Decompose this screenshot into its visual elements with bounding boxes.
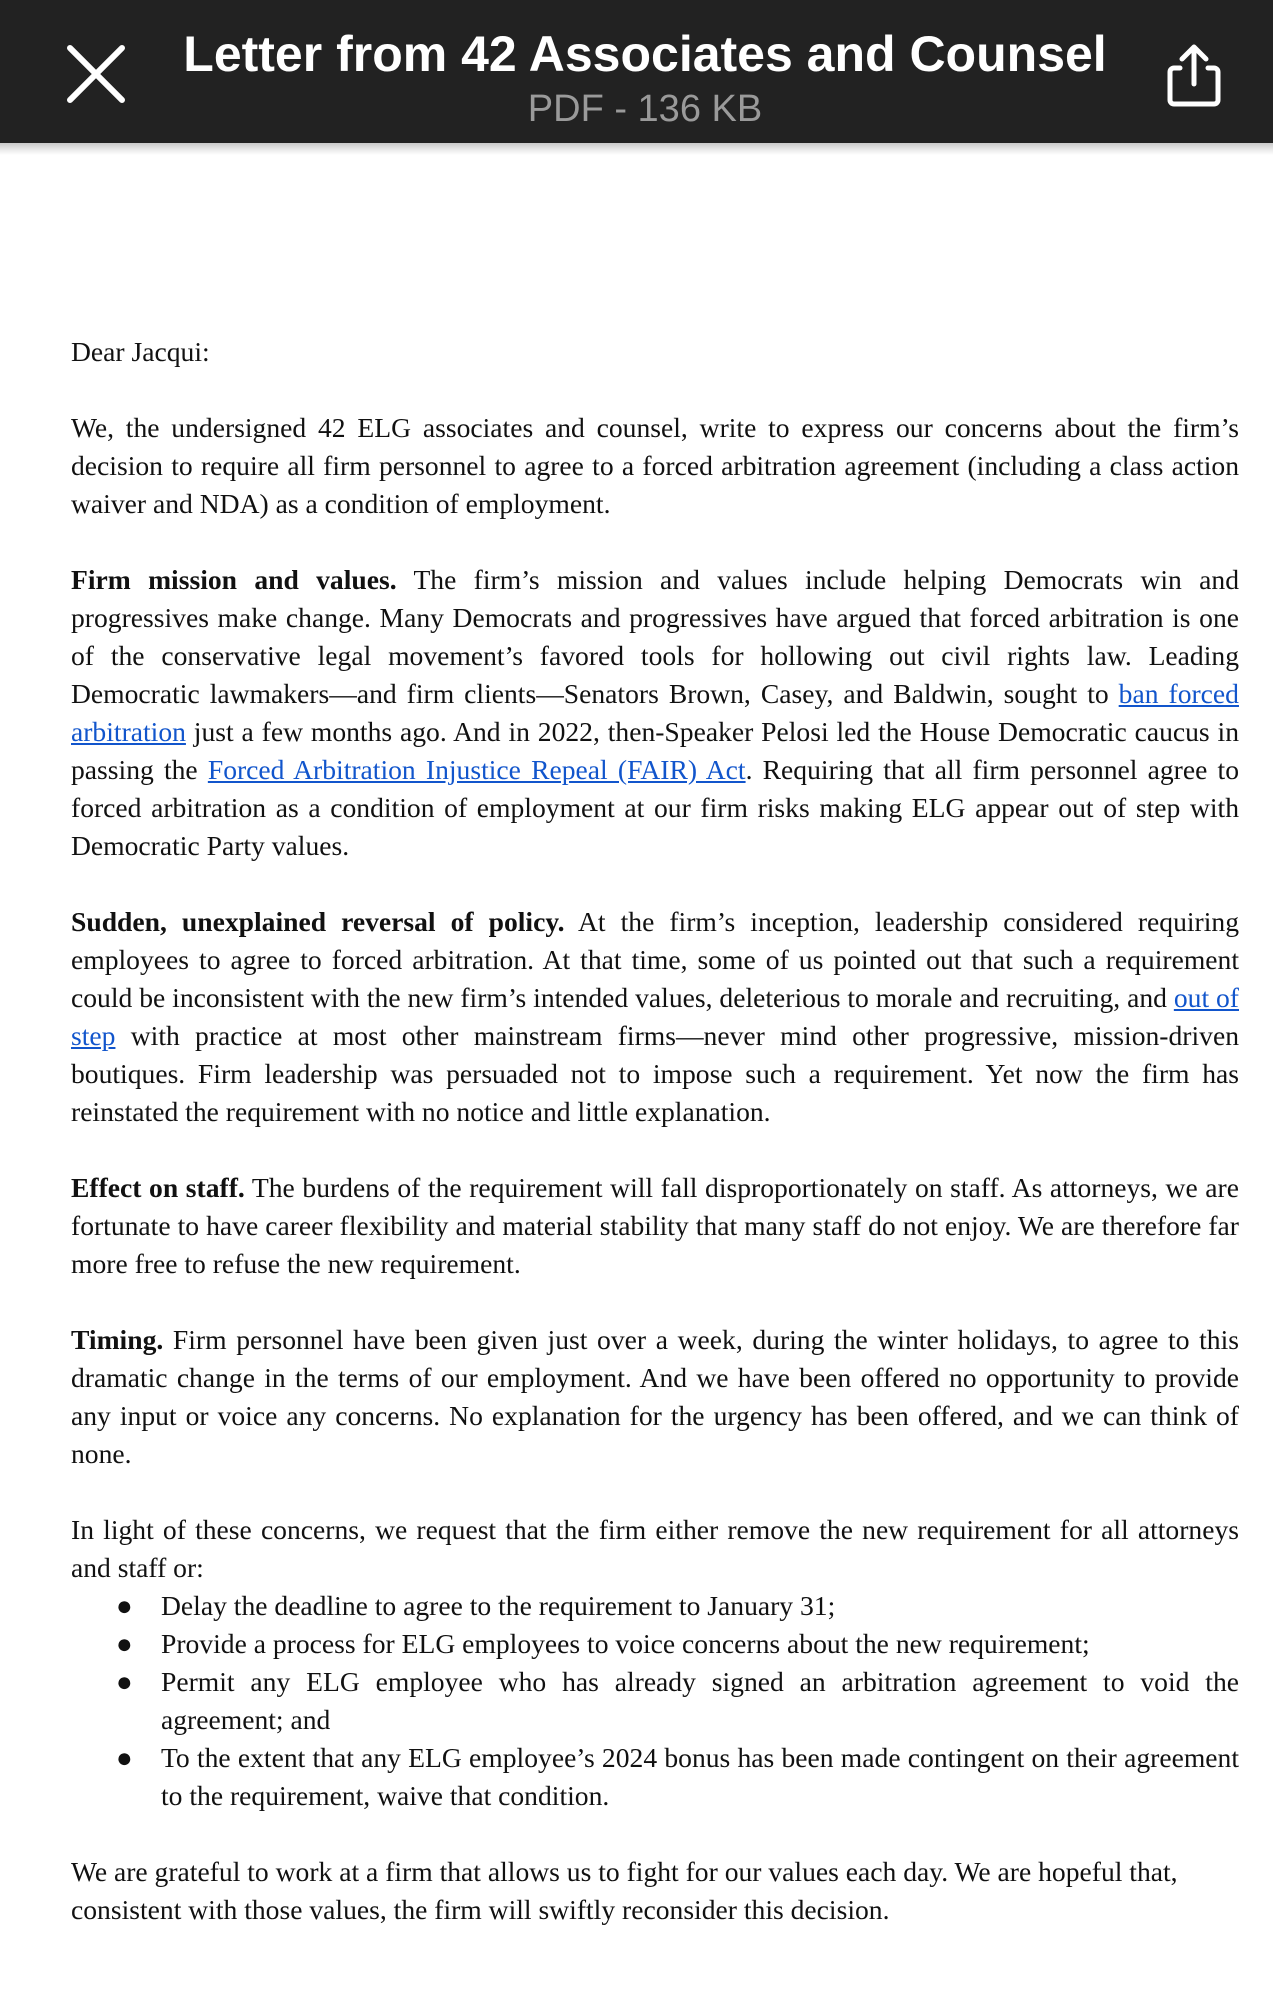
staff-heading: Effect on staff.: [71, 1172, 245, 1203]
closing-paragraph: We are grateful to work at a firm that allows us to fight for our values each day. We are hopeful that, consistent with those values, the firm will swiftly reconsider this decision.: [71, 1856, 1178, 1925]
intro-paragraph: We, the undersigned 42 ELG associates and counsel, write to express our concerns about the firm’s decision to require all firm personnel to agree to a forced arbitration agreement (including a class action waiver and NDA) as a condition of employment.: [71, 412, 1239, 519]
staff-text: The burdens of the requirement will fall disproportionately on staff. As attorneys, we are fortunate to have career flexibility and material stability that many staff do not enjoy. We are therefore far more free to refuse the new requirement.: [71, 1172, 1239, 1279]
toolbar-shadow: [0, 143, 1273, 155]
bullet-icon: ●: [116, 1666, 133, 1697]
list-item: ● To the extent that any ELG employee’s 2024 bonus has been made contingent on their agreement to the requirement, waive that condition.: [71, 1739, 1239, 1815]
fair-act-link[interactable]: Forced Arbitration Injustice Repeal (FAIR) Act: [207, 754, 746, 785]
mission-text-2: just a few months ago. And in 2022, then-Speaker Pelosi led the House Democratic caucus in passing the: [71, 716, 1239, 785]
salutation: Dear Jacqui:: [71, 336, 210, 367]
list-item: ● Provide a process for ELG employees to voice concerns about the new requirement;: [71, 1625, 1239, 1663]
reversal-text-1: At the firm’s inception, leadership considered requiring employees to agree to forced arbitration. At that time, some of us pointed out that such a requirement could be inconsistent with the new firm’s intended values, deleterious to morale and recruiting, and: [71, 906, 1239, 1013]
top-bar: [0, 0, 1273, 143]
timing-paragraph: [71, 1321, 1239, 1473]
bullet-icon: ●: [116, 1742, 133, 1773]
request-list: [71, 1587, 1239, 1815]
document-file-info: PDF - 136 KB: [527, 88, 763, 130]
mission-text-3: . Requiring that all firm personnel agree to forced arbitration as a condition of employment at our firm risks making ELG appear out of step with Democratic Party values.: [71, 754, 1239, 861]
reversal-heading: Sudden, unexplained reversal of policy.: [71, 906, 565, 937]
share-icon[interactable]: [1160, 42, 1228, 110]
timing-text: Firm personnel have been given just over a week, during the winter holidays, to agree to this dramatic change in the terms of our employment. And we have been offered no opportunity to provide any input or voice any concerns. No explanation for the urgency has been offered, and we can think of none.: [71, 1324, 1239, 1469]
document-title: Letter from 42 Associates and Counsel: [183, 26, 1107, 82]
mission-heading: Firm mission and values.: [71, 564, 397, 595]
reversal-paragraph: [71, 903, 1239, 1131]
list-item: ● Delay the deadline to agree to the requirement to January 31;: [71, 1587, 1239, 1625]
timing-heading: Timing.: [71, 1324, 164, 1355]
close-icon[interactable]: [60, 38, 132, 110]
mission-paragraph: [71, 561, 1239, 865]
bullet-icon: ●: [116, 1628, 133, 1659]
staff-paragraph: [71, 1169, 1239, 1283]
ban-forced-arbitration-link[interactable]: ban forced arbitration: [71, 678, 1239, 747]
mission-text-1: The firm’s mission and values include helping Democrats win and progressives make change. Many Democrats and progressives have argued that forced arbitration is one of the conservative legal movement’s favored tools for hollowing out civil rights law. Leading Democratic lawmakers—and firm clients—Senators Brown, Casey, and Baldwin, sought to: [71, 564, 1239, 709]
list-item: ● Permit any ELG employee who has already signed an arbitration agreement to void the agreement; and: [71, 1663, 1239, 1739]
letter-body: [71, 333, 1239, 1967]
bullet-icon: ●: [116, 1590, 133, 1621]
request-intro: In light of these concerns, we request that the firm either remove the new requirement for all attorneys and staff or:: [71, 1514, 1239, 1583]
out-of-step-link[interactable]: out of step: [71, 982, 1239, 1051]
reversal-text-2: with practice at most other mainstream firms—never mind other progressive, mission-driven boutiques. Firm leadership was persuaded not to impose such a requirement. Yet now the firm has reinstated the requirement with no notice and little explanation.: [71, 1020, 1239, 1127]
